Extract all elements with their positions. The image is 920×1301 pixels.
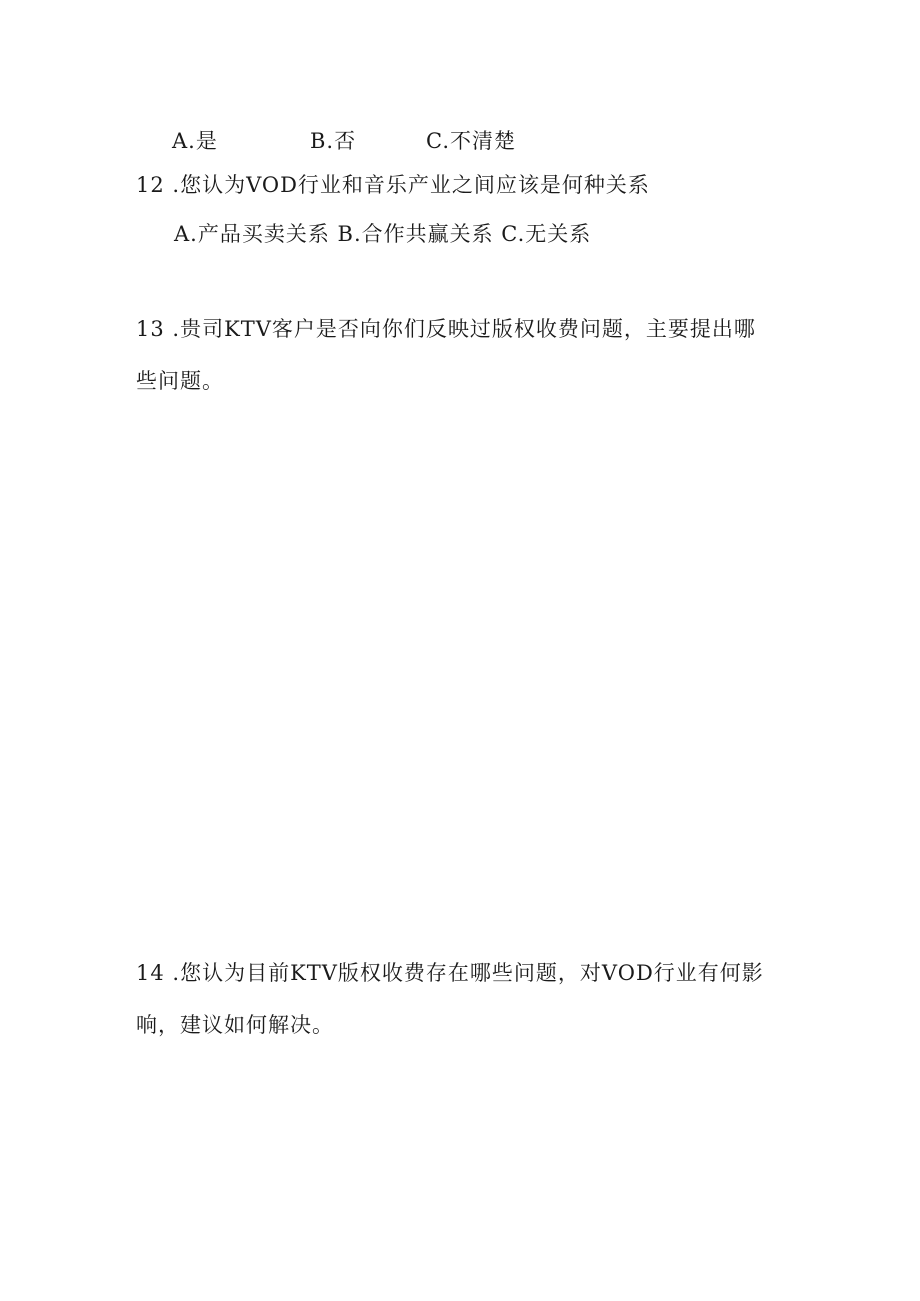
q14-question-line1: 14 .您认为目前KTV版权收费存在哪些问题，对VOD行业有何影: [136, 961, 764, 985]
q12-options: A.产品买卖关系 B.合作共赢关系 C.无关系: [174, 222, 592, 246]
q13-question-line1: 13 .贵司KTV客户是否向你们反映过版权收费问题，主要提出哪: [136, 317, 756, 341]
q11-option-b: B.否: [310, 129, 357, 153]
q11-option-a: A.是: [172, 129, 218, 153]
q13-question-line2: 些问题。: [136, 369, 224, 393]
q12-question: 12 .您认为VOD行业和音乐产业之间应该是何种关系: [136, 173, 650, 197]
q11-option-c: C.不清楚: [426, 129, 516, 153]
q14-question-line2: 响，建议如何解决。: [136, 1013, 334, 1037]
